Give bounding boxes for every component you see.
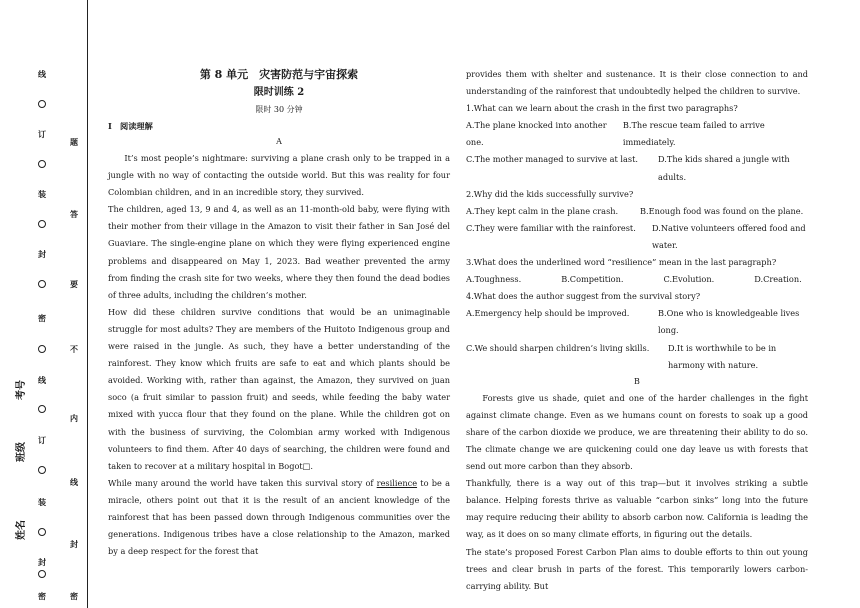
margin-char: 封 — [70, 539, 78, 549]
margin-char: 内 — [70, 413, 78, 423]
margin-char: 封 — [38, 249, 46, 259]
right-column — [466, 66, 808, 595]
time-limit: 限时 30 分钟 — [255, 105, 303, 114]
option-c[interactable]: C.The mother managed to survive at last. — [466, 154, 639, 165]
option-d[interactable]: D.Native volunteers offered food and water. — [652, 222, 806, 250]
margin-char: 密 — [38, 313, 46, 323]
left-column — [108, 66, 450, 560]
margin-char: 不 — [70, 344, 78, 354]
margin-char: 答 — [70, 209, 78, 219]
margin-char: 线 — [38, 69, 46, 79]
option-d[interactable]: D.The kids shared a jungle with adults. — [658, 154, 790, 182]
binding-line — [87, 0, 88, 608]
option-row — [466, 203, 808, 220]
option-a[interactable]: A.They kept calm in the plane crash. — [466, 205, 619, 216]
question-1 — [466, 100, 808, 185]
margin-circle — [38, 405, 46, 413]
option-row — [466, 220, 808, 254]
option-a[interactable]: A.The plane knocked into another one. — [466, 120, 607, 148]
text-run: to be a miracle, others point out that it is the result of an ancient knowledge of the rainforest that has been passed down through Indigenous communities over the generations. Indigenous tribes have a close relationship to the Amazon, marked by a deep respect for the forest that — [108, 477, 450, 557]
option-row — [466, 305, 808, 339]
margin-circle — [38, 570, 46, 578]
passage-a-paragraph-3: How did these children survive conditions that would be an unimaginable struggle for most adults? They are members of the Huitoto Indigenous group and were raised in the jungle. As such, they have a better understanding of the rainforest. They know which fruits are safe to eat and which plants should be avoided. Working with, rather than against, the Amazon, they survived on juan soco (a fruit similar to passion fruit) and seeds, while feeding the baby water mixed with yucca flour that they found on the plane. While the children got on with the business of surviving, the Colombian army worked with Indigenous volunteers to find them. After 40 days of searching, the children were found and taken to recover at a military hospital in Bogot□. — [108, 306, 450, 471]
passage-b-paragraph-2: Thankfully, there is a way out of this trap—but it involves striking a subtle balance. Helping forests thrive as valuable “carbon sinks” long into the future may require reducing their ability to absorb carbon now. California is leading the way, as it does on so many climate efforts, in figuring out the details. — [466, 478, 808, 540]
option-b[interactable]: B.Enough food was found on the plane. — [640, 205, 804, 216]
option-b[interactable]: B.The rescue team failed to arrive immediately. — [622, 120, 765, 148]
option-c[interactable]: C.Evolution. — [663, 274, 715, 285]
margin-char: 装 — [38, 497, 46, 507]
margin-char: 装 — [38, 189, 46, 199]
question-4 — [466, 288, 808, 373]
margin-circle — [38, 160, 46, 168]
page-subtitle: 限时训练 2 — [253, 87, 305, 98]
option-row — [466, 271, 808, 288]
question-stem: 4.What does the author suggest from the survival story? — [466, 291, 701, 302]
passage-a-letter: A — [276, 137, 282, 146]
margin-char: 题 — [70, 137, 78, 147]
passage-a-paragraph-2: The children, aged 13, 9 and 4, as well as an 11-month-old baby, were flying with their mother from their village in the Amazon to visit their father in San José del Guaviare. The single-engine plane on which they were flying experienced engine problems and disappeared on May 1, 2023. Bad weather prevented the army from finding the crash site for two weeks, where they then found the dead bodies of three adults, including the children’s mother. — [108, 204, 450, 300]
question-3 — [466, 254, 808, 288]
passage-a-paragraph-4-continued: provides them with shelter and sustenance. It is their close connection to and understanding of the rainforest that undoubtedly helped the children to survive. — [466, 69, 808, 97]
option-a[interactable]: A.Toughness. — [466, 274, 522, 285]
margin-circle — [38, 100, 46, 108]
margin-circle — [38, 345, 46, 353]
passage-a-paragraph-4 — [108, 475, 450, 560]
option-b[interactable]: B.One who is knowledgeable lives long. — [658, 308, 800, 336]
margin-char: 封 — [38, 557, 46, 567]
field-class: 班级 — [16, 442, 27, 462]
option-row — [466, 340, 808, 374]
margin-char: 订 — [38, 129, 46, 139]
passage-b-letter: B — [634, 376, 640, 386]
option-a[interactable]: A.Emergency help should be improved. — [466, 308, 630, 319]
section-label: Ⅰ 阅读理解 — [108, 121, 153, 131]
field-name: 姓名 — [16, 520, 27, 540]
passage-b-paragraph-1: Forests give us shade, quiet and one of the harder challenges in the fight against climate change. Even as we humans count on forests to soak up a good share of the carbon dioxide we produce, we are threatening their ability to do so. The climate change we are quickening could one day leave us with forests that send out more carbon than they absorb. — [466, 392, 808, 472]
passage-a-paragraph-1: It’s most people’s nightmare: surviving a plane crash only to be trapped in a jungle with no way of contacting the outside world. But this was reality for four Colombian children, and in an incredible story, they survived. — [108, 153, 450, 198]
underlined-word: resilience — [376, 477, 418, 488]
option-row — [466, 117, 808, 151]
binding-margin — [0, 0, 90, 608]
margin-char: 要 — [70, 279, 78, 289]
margin-circle — [38, 220, 46, 228]
margin-char: 订 — [38, 435, 46, 445]
option-d[interactable]: D.It is worthwhile to be in harmony with nature. — [668, 342, 777, 370]
option-b[interactable]: B.Competition. — [561, 274, 624, 285]
field-exam-number: 考号 — [16, 380, 27, 400]
page-title: 第 8 单元 灾害防范与宇宙探索 — [199, 68, 359, 81]
margin-char: 线 — [70, 477, 78, 487]
question-stem: 3.What does the underlined word “resilience” mean in the last paragraph? — [466, 257, 777, 268]
margin-char: 线 — [38, 375, 46, 385]
option-c[interactable]: C.We should sharpen children’s living skills. — [466, 342, 650, 353]
margin-char: 密 — [70, 591, 78, 601]
margin-circle — [38, 280, 46, 288]
question-2 — [466, 186, 808, 254]
option-c[interactable]: C.They were familiar with the rainforest. — [466, 222, 636, 233]
margin-circle — [38, 466, 46, 474]
margin-circle — [38, 528, 46, 536]
margin-char: 密 — [38, 591, 46, 601]
question-stem: 1.What can we learn about the crash in the first two paragraphs? — [466, 103, 738, 114]
option-row — [466, 151, 808, 185]
passage-b-paragraph-3: The state’s proposed Forest Carbon Plan aims to double efforts to thin out young trees and clear brush in parts of the forest. This temporarily lowers carbon-carrying ability. But — [466, 546, 808, 591]
option-d[interactable]: D.Creation. — [754, 274, 802, 285]
text-run: While many around the world have taken this survival story of — [108, 477, 377, 488]
question-stem: 2.Why did the kids successfully survive? — [466, 188, 634, 199]
